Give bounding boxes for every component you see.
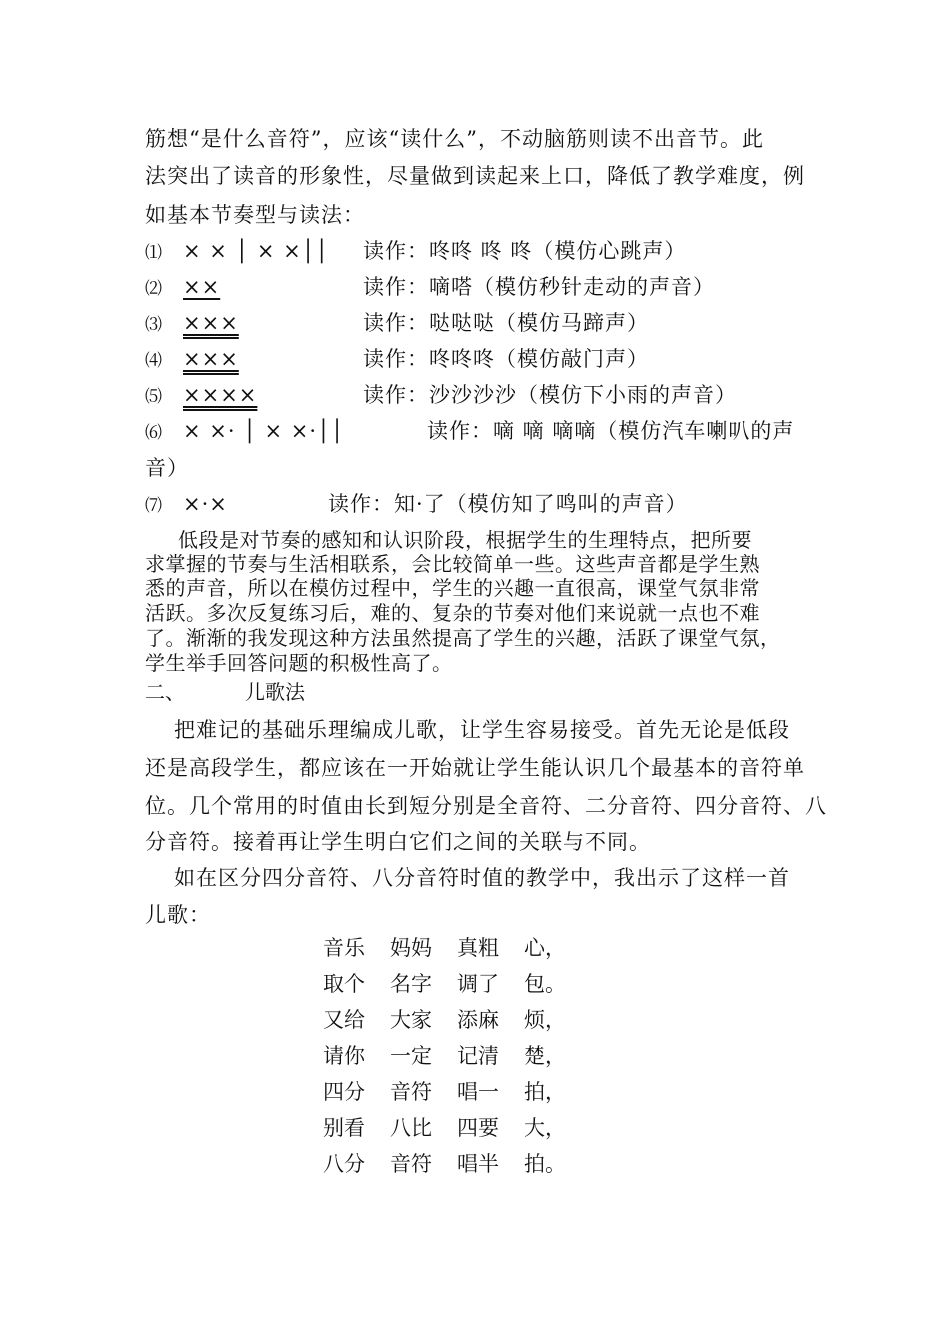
section-title: 儿歌法 (245, 680, 305, 704)
poem-word: 八比 (390, 1116, 432, 1140)
paragraph-line: 儿歌： (145, 903, 211, 927)
poem-word: 八分 (323, 1152, 365, 1176)
poem-word: 添麻 (457, 1008, 499, 1032)
poem-word: 四要 (457, 1116, 499, 1140)
intro-line: 如基本节奏型与读法： (145, 203, 365, 227)
rhythm-pattern: × × │ × ×││ (183, 239, 330, 263)
rhythm-reading: 读作：沙沙沙沙（模仿下小雨的声音） (363, 383, 737, 407)
poem-word: 烦， (524, 1008, 566, 1032)
rhythm-reading: 读作：知·了（模仿知了鸣叫的声音） (328, 492, 688, 516)
rhythm-number: ⑸ (145, 387, 163, 407)
rhythm-reading: 读作：嘀嗒（模仿秒针走动的声音） (363, 275, 715, 299)
rhythm-pattern: ××× (183, 311, 239, 335)
poem-word: 音乐 (323, 936, 365, 960)
rhythm-pattern: ×××× (183, 383, 258, 407)
poem-word: 调了 (457, 972, 499, 996)
poem-line (323, 1076, 564, 1106)
poem-word: 大家 (390, 1008, 432, 1032)
rhythm-pattern: ×× (183, 275, 221, 299)
rhythm-reading: 读作：嘀 嘀 嘀嘀（模仿汽车喇叭的声 (427, 419, 795, 443)
rhythm-item-1 (145, 235, 686, 265)
paragraph-line: 学生举手回答问题的积极性高了。 (145, 651, 453, 675)
poem-word: 取个 (323, 972, 365, 996)
poem-word: 音符 (390, 1080, 432, 1104)
rhythm-number: ⑷ (145, 351, 163, 371)
poem-line (323, 1040, 564, 1070)
poem-line (323, 968, 564, 998)
poem-line (323, 932, 564, 962)
poem-line (323, 1148, 564, 1178)
poem-word: 唱半 (457, 1152, 499, 1176)
poem-word: 一定 (390, 1044, 432, 1068)
poem-word: 妈妈 (390, 936, 432, 960)
rhythm-number: ⑵ (145, 279, 163, 299)
paragraph-line: 位。几个常用的时值由长到短分别是全音符、二分音符、四分音符、八 (145, 794, 827, 818)
poem-word: 四分 (323, 1080, 365, 1104)
rhythm-item-5 (145, 379, 737, 409)
paragraph-line: 活跃。多次反复练习后，难的、复杂的节奏对他们来说就一点也不难 (145, 601, 760, 625)
poem-word: 音符 (390, 1152, 432, 1176)
rhythm-pattern: × ×· │ × ×·││ (183, 419, 345, 443)
poem-line (323, 1112, 564, 1142)
poem-word: 名字 (390, 972, 432, 996)
rhythm-number: ⑶ (145, 315, 163, 335)
rhythm-item-2 (145, 271, 715, 301)
poem-word: 拍。 (524, 1152, 566, 1176)
section-number: 二、 (145, 680, 185, 704)
intro-line: 法突出了读音的形象性，尽量做到读起来上口，降低了教学难度，例 (145, 164, 805, 188)
paragraph-line: 如在区分四分音符、八分音符时值的教学中，我出示了这样一首 (174, 866, 790, 890)
rhythm-pattern: ××× (183, 347, 239, 371)
rhythm-number: ⑴ (145, 243, 163, 263)
rhythm-number: ⑹ (145, 423, 163, 443)
poem-word: 大， (524, 1116, 566, 1140)
rhythm-item-4 (145, 343, 649, 373)
rhythm-number: ⑺ (145, 496, 163, 516)
poem-word: 心， (524, 936, 566, 960)
poem-word: 楚， (524, 1044, 566, 1068)
intro-line: 筋想“是什么音符”，应该“读什么”，不动脑筋则读不出音节。此 (145, 127, 764, 151)
section-heading (145, 676, 305, 705)
paragraph-line: 还是高段学生，都应该在一开始就让学生能认识几个最基本的音符单 (145, 756, 805, 780)
paragraph-line: 悉的声音，所以在模仿过程中，学生的兴趣一直很高，课堂气氛非常 (145, 576, 760, 600)
rhythm-item-3 (145, 307, 649, 337)
rhythm-item-6 (145, 415, 794, 445)
paragraph-line: 把难记的基础乐理编成儿歌，让学生容易接受。首先无论是低段 (174, 718, 790, 742)
poem-word: 真粗 (457, 936, 499, 960)
rhythm-item-7 (145, 488, 688, 518)
poem-word: 包。 (524, 972, 566, 996)
rhythm-pattern: ×·× (183, 492, 228, 516)
rhythm-item-6-tail: 音） (145, 456, 189, 480)
rhythm-reading: 读作：咚咚咚（模仿敲门声） (363, 347, 649, 371)
poem-word: 记清 (457, 1044, 499, 1068)
rhythm-reading: 读作：哒哒哒（模仿马蹄声） (363, 311, 649, 335)
poem-line (323, 1004, 564, 1034)
poem-word: 别看 (323, 1116, 365, 1140)
paragraph-line: 分音符。接着再让学生明白它们之间的关联与不同。 (145, 830, 651, 854)
poem-word: 拍， (524, 1080, 566, 1104)
poem-word: 请你 (323, 1044, 365, 1068)
rhythm-reading: 读作：咚咚 咚 咚（模仿心跳声） (363, 239, 687, 263)
paragraph-line: 求掌握的节奏与生活相联系，会比较简单一些。这些声音都是学生熟 (145, 552, 760, 576)
poem-word: 唱一 (457, 1080, 499, 1104)
paragraph-line: 了。渐渐的我发现这种方法虽然提高了学生的兴趣，活跃了课堂气氛， (145, 626, 781, 650)
paragraph-line: 低段是对节奏的感知和认识阶段，根据学生的生理特点，把所要 (178, 528, 752, 552)
poem-word: 又给 (323, 1008, 365, 1032)
